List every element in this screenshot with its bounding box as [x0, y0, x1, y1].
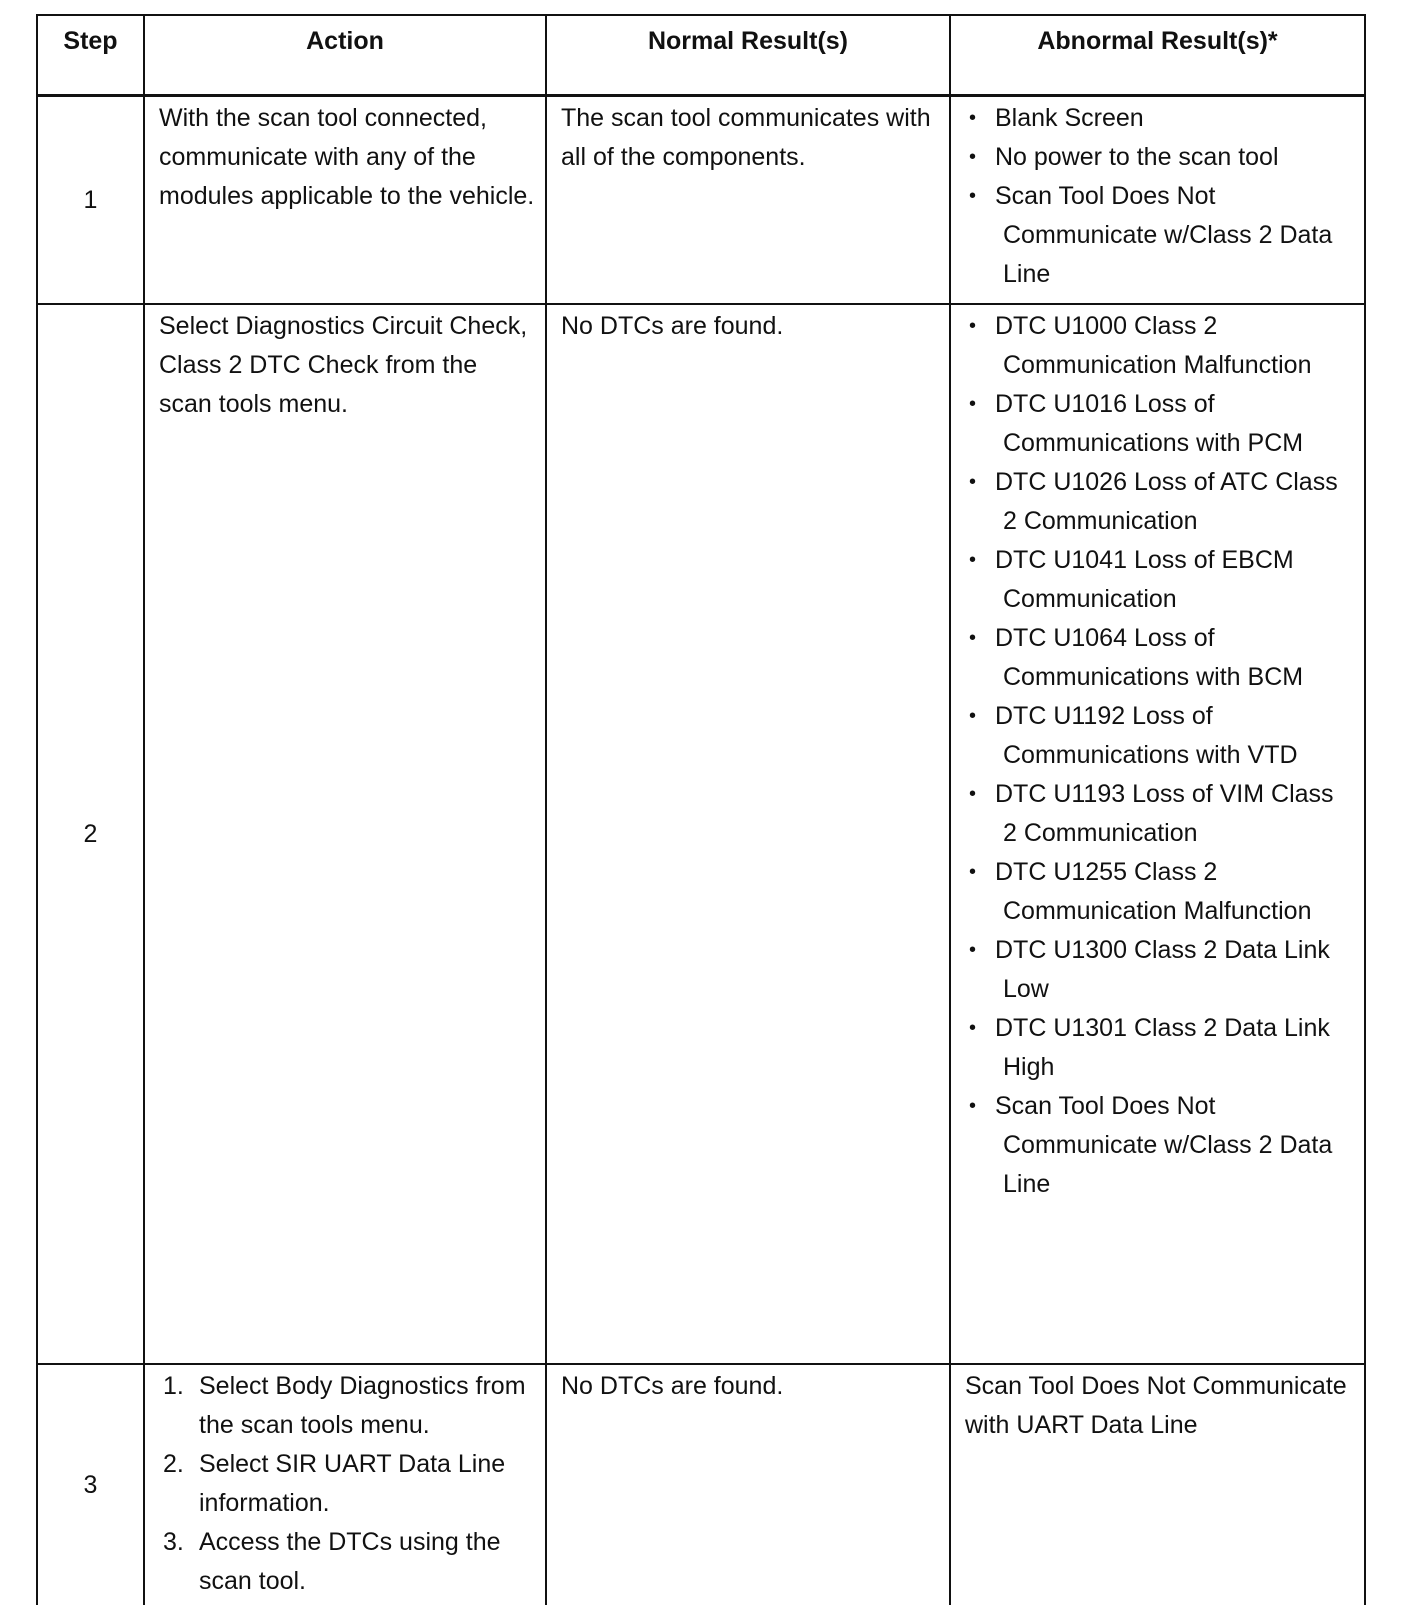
bullet-icon: • — [969, 146, 977, 168]
list-item — [159, 1523, 535, 1601]
list-item — [965, 697, 1354, 775]
normal-result-cell: No DTCs are found. — [546, 1364, 950, 1605]
bullet-icon: • — [969, 627, 977, 649]
list-item — [965, 931, 1354, 1009]
normal-result-cell: No DTCs are found. — [546, 304, 950, 1364]
bullet-icon: • — [969, 861, 977, 883]
bullet-icon: • — [969, 393, 977, 415]
bullet-icon: • — [969, 107, 977, 129]
step-number: 1 — [37, 96, 144, 305]
bullet-icon: • — [969, 939, 977, 961]
list-item — [159, 1445, 535, 1523]
list-item — [965, 99, 1354, 138]
list-item — [965, 463, 1354, 541]
action-cell: Select Diagnostics Circuit Check, Class 2 DTC Check from the scan tools menu. — [144, 304, 546, 1364]
step-list-text: Select SIR UART Data Line information. — [199, 1450, 506, 1517]
table-row — [37, 1364, 1365, 1605]
bullet-icon: • — [969, 471, 977, 493]
bullet-icon: • — [969, 1017, 977, 1039]
action-step-list — [159, 1367, 535, 1601]
step-number: 2 — [37, 304, 144, 1364]
abnormal-result-text: DTC U1000 Class 2 Communication Malfunction — [995, 312, 1312, 379]
header-action: Action — [144, 15, 546, 96]
list-item — [965, 385, 1354, 463]
abnormal-result-list — [965, 307, 1354, 1204]
bullet-icon: • — [969, 549, 977, 571]
action-cell — [144, 1364, 546, 1605]
table-row — [37, 96, 1365, 305]
list-item — [965, 1087, 1354, 1204]
step-list-number: 2. — [163, 1450, 184, 1478]
abnormal-result-text: No power to the scan tool — [995, 143, 1279, 171]
list-item — [965, 853, 1354, 931]
abnormal-result-text: DTC U1064 Loss of Communications with BCM — [995, 624, 1304, 691]
header-row — [37, 15, 1365, 96]
abnormal-result-text: Blank Screen — [995, 104, 1144, 132]
header-normal-results: Normal Result(s) — [546, 15, 950, 96]
list-item — [965, 138, 1354, 177]
list-item — [965, 775, 1354, 853]
list-item — [965, 307, 1354, 385]
abnormal-result-text: Scan Tool Does Not Communicate w/Class 2 Data Line — [995, 182, 1333, 288]
abnormal-result-text: DTC U1193 Loss of VIM Class 2 Communication — [995, 780, 1334, 847]
list-item — [965, 541, 1354, 619]
abnormal-result-text: DTC U1300 Class 2 Data Link Low — [995, 936, 1330, 1003]
normal-result-cell: The scan tool communicates with all of the components. — [546, 96, 950, 305]
abnormal-result-cell: Scan Tool Does Not Communicate with UART Data Line — [950, 1364, 1365, 1605]
bullet-icon: • — [969, 705, 977, 727]
abnormal-result-text: DTC U1026 Loss of ATC Class 2 Communication — [995, 468, 1338, 535]
list-item — [965, 177, 1354, 294]
abnormal-result-text: Scan Tool Does Not Communicate w/Class 2 Data Line — [995, 1092, 1333, 1198]
step-list-text: Access the DTCs using the scan tool. — [199, 1528, 501, 1595]
action-cell: With the scan tool connected, communicate with any of the modules applicable to the vehicle. — [144, 96, 546, 305]
abnormal-result-cell — [950, 96, 1365, 305]
diagnostic-table — [36, 14, 1366, 1605]
bullet-icon: • — [969, 1095, 977, 1117]
abnormal-result-text: DTC U1041 Loss of EBCM Communication — [995, 546, 1294, 613]
abnormal-result-text: DTC U1301 Class 2 Data Link High — [995, 1014, 1330, 1081]
list-item — [965, 619, 1354, 697]
abnormal-result-text: DTC U1192 Loss of Communications with VTD — [995, 702, 1298, 769]
bullet-icon: • — [969, 783, 977, 805]
bullet-icon: • — [969, 315, 977, 337]
abnormal-result-text: DTC U1016 Loss of Communications with PCM — [995, 390, 1304, 457]
header-abnormal-results: Abnormal Result(s)* — [950, 15, 1365, 96]
table-row — [37, 304, 1365, 1364]
step-number: 3 — [37, 1364, 144, 1605]
step-list-number: 3. — [163, 1528, 184, 1556]
abnormal-result-list — [965, 99, 1354, 294]
abnormal-result-text: DTC U1255 Class 2 Communication Malfunction — [995, 858, 1312, 925]
step-list-text: Select Body Diagnostics from the scan tools menu. — [199, 1372, 526, 1439]
header-step: Step — [37, 15, 144, 96]
bullet-icon: • — [969, 185, 977, 207]
abnormal-result-cell — [950, 304, 1365, 1364]
list-item — [965, 1009, 1354, 1087]
step-list-number: 1. — [163, 1372, 184, 1400]
list-item — [159, 1367, 535, 1445]
